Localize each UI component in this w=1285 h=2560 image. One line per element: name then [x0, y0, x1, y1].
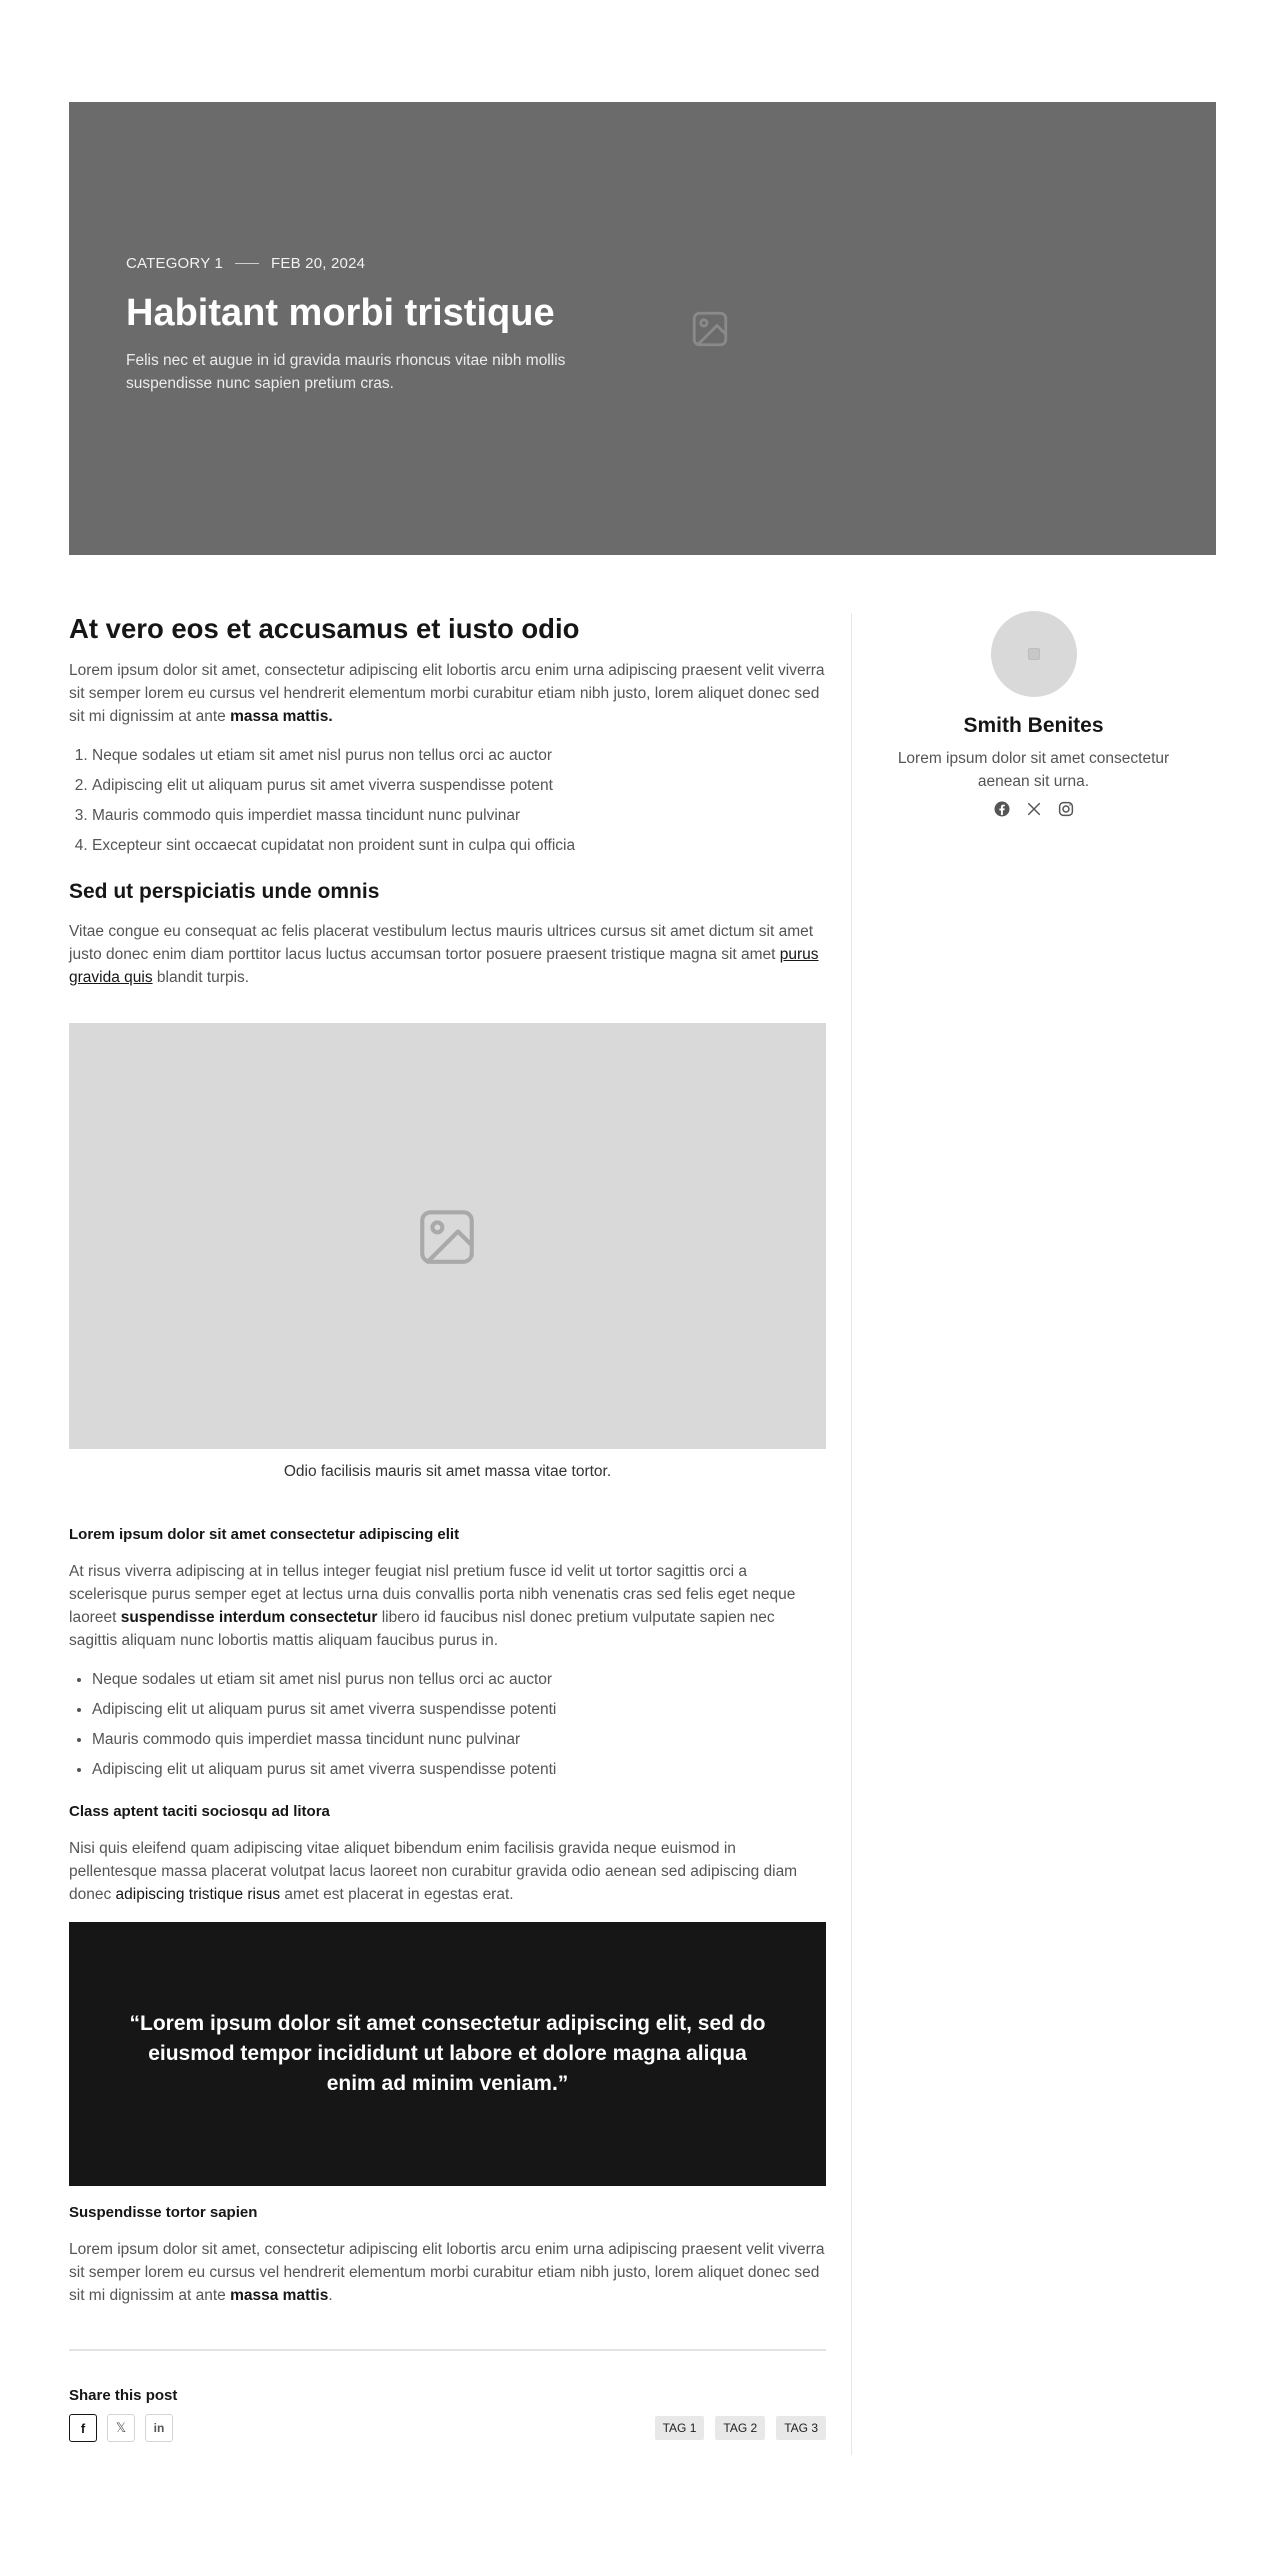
meta-divider — [235, 263, 259, 264]
list-item: • Adipiscing elit ut aliquam purus sit amet viverra suspendisse potenti — [92, 1698, 826, 1721]
section-heading-4: Class aptent taciti sociosqu ad litora — [69, 1803, 330, 1820]
post-title: Habitant morbi tristique — [126, 292, 555, 334]
para2-end: blandit turpis. — [152, 969, 250, 986]
share-facebook-button[interactable] — [69, 2414, 97, 2442]
author-name: Smith Benites — [963, 714, 1104, 737]
para4-end: amet est placerat in egestas erat. — [280, 1886, 514, 1903]
article-body — [69, 611, 826, 2442]
x-icon[interactable] — [1025, 800, 1043, 818]
list-item: 1. Neque sodales ut etiam sit amet nisl purus non tellus orci ac auctor — [92, 744, 826, 767]
tag-chip[interactable]: TAG 2 — [715, 2416, 765, 2440]
para5-end: . — [328, 2287, 333, 2304]
share-row — [69, 2414, 826, 2442]
linkedin-icon: in — [153, 2421, 165, 2435]
para3-bold: suspendisse interdum consectetur — [120, 1609, 378, 1626]
para3-end: libero id faucibus nisl donec pretium vulputate sapien nec sagittis aliquam nunc lobortis mattis aliquam faucibus purus in. — [69, 1609, 775, 1649]
hero-banner — [69, 102, 1216, 555]
sidebar-divider — [851, 613, 852, 2455]
blockquote — [69, 1922, 826, 2186]
paragraph-3 — [69, 1560, 826, 1652]
image-icon — [689, 308, 731, 350]
list-item: 2. Adipiscing elit ut aliquam purus sit amet viverra suspendisse potent — [92, 774, 826, 797]
list-item: 4. Excepteur sint occaecat cupidatat non proident sunt in culpa qui officia — [92, 834, 826, 857]
author-socials — [871, 800, 1196, 818]
tag-list — [655, 2416, 826, 2440]
author-bio: Lorem ipsum dolor sit amet consectetur aenean sit urna. — [897, 750, 1170, 790]
post-meta — [126, 255, 646, 272]
x-icon: 𝕏 — [115, 2420, 127, 2435]
quote-text: “Lorem ipsum dolor sit amet consectetur adipiscing elit, sed do eiusmod tempor incididunt ut labore et dolore magna aliqua enim ad minim veniam.” — [129, 2012, 766, 2095]
article-heading: At vero eos et accusamus et iusto odio — [69, 613, 580, 644]
share-linkedin-button[interactable] — [145, 2414, 173, 2442]
list-item: • Adipiscing elit ut aliquam purus sit amet viverra suspendisse potenti — [92, 1758, 826, 1781]
share-x-button[interactable] — [107, 2414, 135, 2442]
article-image — [69, 1023, 826, 1449]
para4-text: Nisi quis eleifend quam adipiscing vitae aliquet bibendum enim facilisis gravida neque euismod in pellentesque massa placerat volutpat lacus laoreet non curabitur gravida odio aenean sed adipiscing diam donec — [69, 1840, 798, 1903]
facebook-icon: f — [80, 2420, 86, 2436]
list-item: 3. Mauris commodo quis imperdiet massa tincidunt nunc pulvinar — [92, 804, 826, 827]
author-card — [871, 611, 1196, 818]
list-item: • Mauris commodo quis imperdiet massa tincidunt nunc pulvinar — [92, 1728, 826, 1751]
para5-bold: massa mattis — [230, 2287, 329, 2304]
para2-text: Vitae congue eu consequat ac felis placerat vestibulum lectus mauris ultrices cursus sit amet dictum sit amet justo donec enim diam porttitor lacus luctus accumsan tortor posuere praesent tristique magna sit amet — [69, 923, 814, 963]
paragraph-4 — [69, 1837, 826, 1906]
intro-text: Lorem ipsum dolor sit amet, consectetur adipiscing elit lobortis arcu enim urna adipiscing praesent velit viverra sit semper lorem eu cursus vel hendrerit elementum morbi curabitur etiam nibh justo, lorem aliquet donec sed sit mi dignissim at ante — [69, 662, 825, 725]
bullet-list — [69, 1668, 826, 1781]
para5-text: Lorem ipsum dolor sit amet, consectetur adipiscing elit lobortis arcu enim urna adipiscing praesent velit viverra sit semper lorem eu cursus vel hendrerit elementum morbi curabitur etiam nibh justo, lorem aliquet donec sed sit mi dignissim at ante — [69, 2241, 825, 2304]
para4-bold: adipiscing tristique risus — [115, 1886, 281, 1903]
instagram-icon[interactable] — [1057, 800, 1075, 818]
inline-link[interactable]: purus gravida quis — [69, 946, 819, 986]
facebook-icon[interactable] — [993, 800, 1011, 818]
list-item: • Neque sodales ut etiam sit amet nisl purus non tellus orci ac auctor — [92, 1668, 826, 1691]
share-label: Share this post — [69, 2387, 178, 2404]
share-divider — [69, 2349, 826, 2351]
avatar — [991, 611, 1077, 697]
ordered-list — [69, 744, 826, 857]
intro-paragraph — [69, 659, 826, 728]
section-heading-5: Suspendisse tortor sapien — [69, 2204, 258, 2221]
paragraph-5 — [69, 2238, 826, 2307]
share-buttons — [69, 2414, 173, 2442]
tag-chip[interactable]: TAG 1 — [655, 2416, 705, 2440]
paragraph-2 — [69, 920, 826, 989]
image-icon — [414, 1204, 480, 1270]
post-category[interactable]: CATEGORY 1 — [126, 255, 224, 272]
section-heading-3: Lorem ipsum dolor sit amet consectetur adipiscing elit — [69, 1526, 460, 1543]
image-caption: Odio facilisis mauris sit amet massa vitae tortor. — [283, 1463, 612, 1480]
avatar-placeholder-icon — [1028, 648, 1040, 660]
post-subtitle: Felis nec et augue in id gravida mauris rhoncus vitae nibh mollis suspendisse nunc sapien pretium cras. — [126, 352, 566, 392]
section-heading: Sed ut perspiciatis unde omnis — [69, 880, 380, 903]
post-date: FEB 20, 2024 — [271, 255, 366, 272]
tag-chip[interactable]: TAG 3 — [776, 2416, 826, 2440]
hero-content — [126, 255, 646, 395]
para3-text: At risus viverra adipiscing at in tellus integer feugiat nisl pretium fusce id velit ut tortor sagittis orci a scelerisque purus semper eget at lectus urna duis convallis porta nibh venenatis cras sed felis eget neque laoreet — [69, 1563, 796, 1626]
intro-bold: massa mattis. — [230, 708, 333, 725]
